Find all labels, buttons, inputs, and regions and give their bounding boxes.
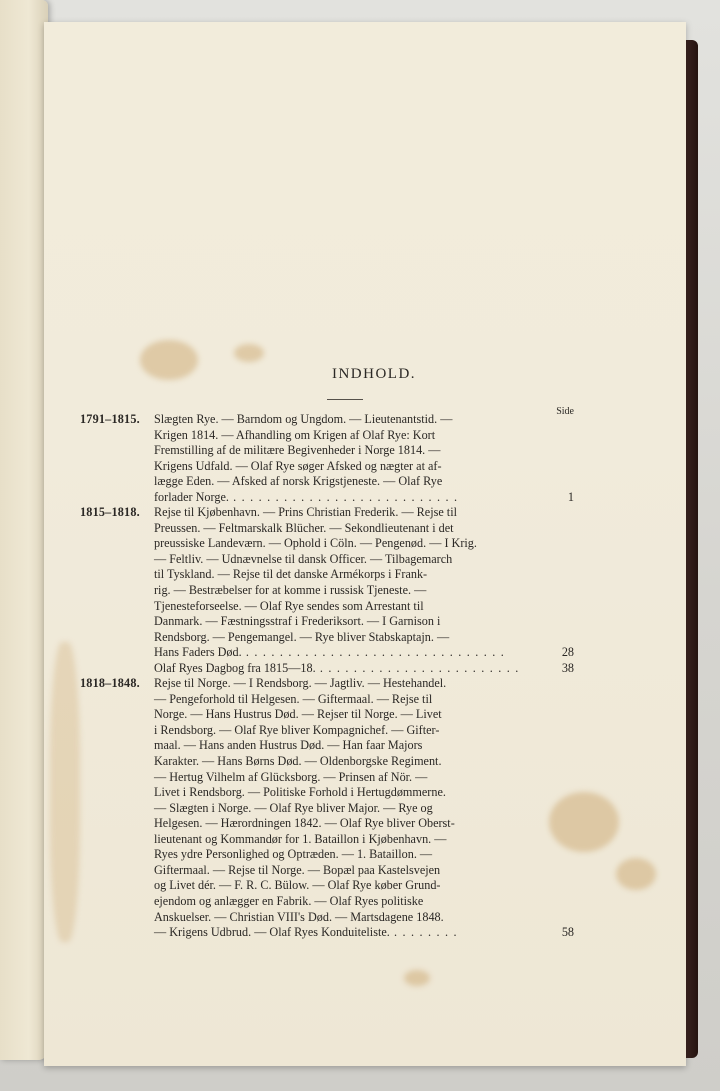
- toc-entry-content: rig. — Bestræbelser for at komme i russisk Tjeneste. —: [154, 583, 427, 598]
- toc-entry-text: [154, 630, 449, 646]
- toc-entry-content: Slægten Rye. — Barndom og Ungdom. — Lieutenantstid. —: [154, 412, 453, 426]
- toc-entry-text: [154, 645, 505, 661]
- toc-line: [80, 785, 532, 801]
- toc-entry-text: [154, 738, 422, 754]
- toc-entry-content: Tjenesteforseelse. — Olaf Rye sendes som Arrestant til: [154, 598, 424, 613]
- title-rule: [327, 399, 363, 400]
- toc-line: [80, 847, 532, 863]
- toc-entry-content: i Rendsborg. — Olaf Rye bliver Kompagnichef. — Gifter-: [154, 722, 440, 737]
- toc-line: [80, 832, 532, 848]
- toc-line: [80, 894, 532, 910]
- toc-entry-text: [154, 801, 433, 817]
- toc-entry-text: [154, 910, 444, 926]
- toc-entry-text: [154, 428, 435, 444]
- toc-entry-content: til Tyskland. — Rejse til det danske Armékorps i Frank-: [154, 567, 428, 582]
- toc-entry-text: [154, 707, 442, 723]
- toc-entry-text: [154, 925, 458, 941]
- toc-entry-text: [154, 459, 442, 475]
- toc-line: [80, 754, 532, 770]
- toc-entry-content: — Feltliv. — Udnævnelse til dansk Officer. — Tilbagemarch: [154, 551, 453, 566]
- toc-entry-text: [154, 536, 477, 552]
- toc-entry-content: Rendsborg. — Pengemangel. — Rye bliver Stabskaptajn. —: [154, 629, 450, 644]
- toc-line: [80, 567, 532, 583]
- toc-line: [80, 676, 532, 692]
- toc-entry-text: [154, 443, 440, 459]
- toc-page-number: 28: [561, 645, 574, 660]
- foxing-stain: [616, 858, 656, 890]
- toc-entry-text: [154, 692, 432, 708]
- toc-line: [80, 443, 532, 459]
- toc-entry-content: og Livet dér. — F. R. C. Bülow. — Olaf Rye køber Grund-: [154, 878, 441, 893]
- toc-entry-content: preussiske Landeværn. — Ophold i Cöln. — Pengenød. — I Krig.: [154, 536, 477, 551]
- toc-entry-text: [154, 832, 446, 848]
- toc-line: [80, 474, 532, 490]
- toc-entry-text: [154, 567, 427, 583]
- toc-entry-content: Giftermaal. — Rejse til Norge. — Bopæl paa Kastelsvejen: [154, 862, 441, 877]
- toc-entry-content: Anskuelser. — Christian VIII's Død. — Martsdagene 1848.: [154, 909, 444, 924]
- toc-entry-content: — Pengeforhold til Helgesen. — Giftermaal. — Rejse til: [154, 691, 433, 706]
- toc-page-number: 1: [567, 489, 574, 504]
- dot-leader: . . . . . . . . . . . . . . . . . . . . . . . . . . . . . . .: [241, 645, 505, 660]
- toc-entry-text: [154, 599, 424, 615]
- toc-line: [80, 459, 532, 475]
- toc-entry-content: lieutenant og Kommandør for 1. Bataillon i Kjøbenhavn. —: [154, 831, 447, 846]
- toc-line: [80, 707, 532, 723]
- toc-line: [80, 645, 574, 661]
- toc-entry-content: Preussen. — Feltmarskalk Blücher. — Sekondlieutenant i det: [154, 520, 454, 535]
- toc-entry-content: Hans Faders Død.: [154, 645, 242, 660]
- toc-line: [80, 692, 532, 708]
- toc-entry-text: [154, 770, 427, 786]
- toc-line: [80, 816, 532, 832]
- toc-entry-content: — Krigens Udbrud. — Olaf Ryes Konduiteliste.: [154, 925, 390, 940]
- toc-line: [80, 801, 532, 817]
- toc-entry-content: Krigens Udfald. — Olaf Rye søger Afsked og nægter at af-: [154, 458, 442, 473]
- toc-entry-content: ejendom og anlægger en Fabrik. — Olaf Ryes politiske: [154, 893, 424, 908]
- page-column-label: Side: [556, 406, 574, 417]
- dot-leader: . . . . . . . . . . . . . . . . . . . . . . . .: [315, 660, 520, 675]
- toc-line: [80, 630, 532, 646]
- table-of-contents: [80, 412, 574, 941]
- toc-line: [80, 770, 532, 786]
- toc-entry-content: — Slægten i Norge. — Olaf Rye bliver Major. — Rye og: [154, 800, 433, 815]
- toc-line: [80, 428, 532, 444]
- toc-line: [80, 910, 532, 926]
- toc-entry-content: Krigen 1814. — Afhandling om Krigen af Olaf Rye: Kort: [154, 427, 436, 442]
- toc-entry-content: Karakter. — Hans Børns Død. — Oldenborgske Regiment.: [154, 754, 442, 769]
- toc-period: 1818–1848.: [80, 676, 140, 691]
- toc-entry-text: [154, 505, 457, 521]
- foxing-stain: [549, 792, 619, 852]
- toc-line: [80, 412, 532, 428]
- dot-leader: . . . . . . . . . . . . . . . . . . . . . . . . . . .: [228, 489, 459, 504]
- toc-entry-content: Fremstilling af de militære Begivenheder i Norge 1814. —: [154, 443, 441, 458]
- toc-entry-text: [154, 894, 423, 910]
- toc-entry-content: forlader Norge.: [154, 489, 229, 504]
- toc-entry-content: Danmark. — Fæstningsstraf i Frederiksort. — I Garnison i: [154, 614, 441, 629]
- toc-line: [80, 614, 532, 630]
- toc-entry-text: [154, 863, 440, 879]
- toc-line: [80, 536, 532, 552]
- toc-line: [80, 660, 574, 677]
- foxing-stain: [234, 344, 264, 362]
- page-title: INDHOLD.: [331, 366, 417, 382]
- foxing-stain: [50, 642, 80, 942]
- toc-line: [80, 863, 532, 879]
- toc-entry-text: [154, 490, 458, 506]
- toc-entry-text: [154, 785, 446, 801]
- toc-line: [80, 505, 532, 521]
- toc-line: [80, 738, 532, 754]
- toc-line: [80, 489, 574, 506]
- toc-period: 1815–1818.: [80, 505, 140, 520]
- toc-entry-content: Livet i Rendsborg. — Politiske Forhold i Hertugdømmerne.: [154, 785, 446, 800]
- toc-line: [80, 583, 532, 599]
- toc-page-number: 58: [561, 925, 574, 940]
- toc-entry-text: [154, 676, 446, 692]
- toc-entry-text: [154, 412, 452, 428]
- toc-entry-text: [154, 847, 432, 863]
- toc-entry-content: Ryes ydre Personlighed og Optræden. — 1. Bataillon. —: [154, 847, 433, 862]
- toc-line: [80, 723, 532, 739]
- toc-entry-text: [154, 754, 442, 770]
- toc-entry-text: [154, 816, 455, 832]
- toc-entry-text: [154, 614, 440, 630]
- toc-entry-content: — Hertug Vilhelm af Glücksborg. — Prinsen af Nör. —: [154, 769, 428, 784]
- foxing-stain: [404, 970, 430, 986]
- toc-entry-content: Rejse til Norge. — I Rendsborg. — Jagtliv. — Hestehandel.: [154, 676, 447, 691]
- toc-entry-content: Rejse til Kjøbenhavn. — Prins Christian Frederik. — Rejse til: [154, 505, 457, 520]
- toc-page-number: 38: [561, 660, 574, 675]
- toc-entry-text: [154, 474, 442, 490]
- toc-line: [80, 599, 532, 615]
- toc-line: [80, 521, 532, 537]
- toc-entry-text: [154, 521, 454, 537]
- toc-entry-content: Olaf Ryes Dagbog fra 1815—18.: [154, 660, 316, 675]
- toc-line: [80, 925, 574, 941]
- toc-entry-text: [154, 723, 439, 739]
- toc-period: 1791–1815.: [80, 412, 140, 426]
- toc-entry-text: [154, 661, 520, 677]
- toc-entry-content: Helgesen. — Hærordningen 1842. — Olaf Rye bliver Oberst-: [154, 816, 455, 831]
- toc-entry-text: [154, 583, 426, 599]
- toc-line: [80, 878, 532, 894]
- toc-entry-text: [154, 878, 441, 894]
- toc-entry-content: lægge Eden. — Afsked af norsk Krigstjeneste. — Olaf Rye: [154, 474, 443, 489]
- book-page: [44, 22, 686, 1066]
- dot-leader: . . . . . . . .: [389, 925, 458, 940]
- facing-page-edge: [0, 0, 48, 1060]
- toc-entry-text: [154, 552, 452, 568]
- toc-entry-content: maal. — Hans anden Hustrus Død. — Han faar Majors: [154, 738, 423, 753]
- toc-entry-content: Norge. — Hans Hustrus Død. — Rejser til Norge. — Livet: [154, 707, 442, 722]
- toc-line: [80, 552, 532, 568]
